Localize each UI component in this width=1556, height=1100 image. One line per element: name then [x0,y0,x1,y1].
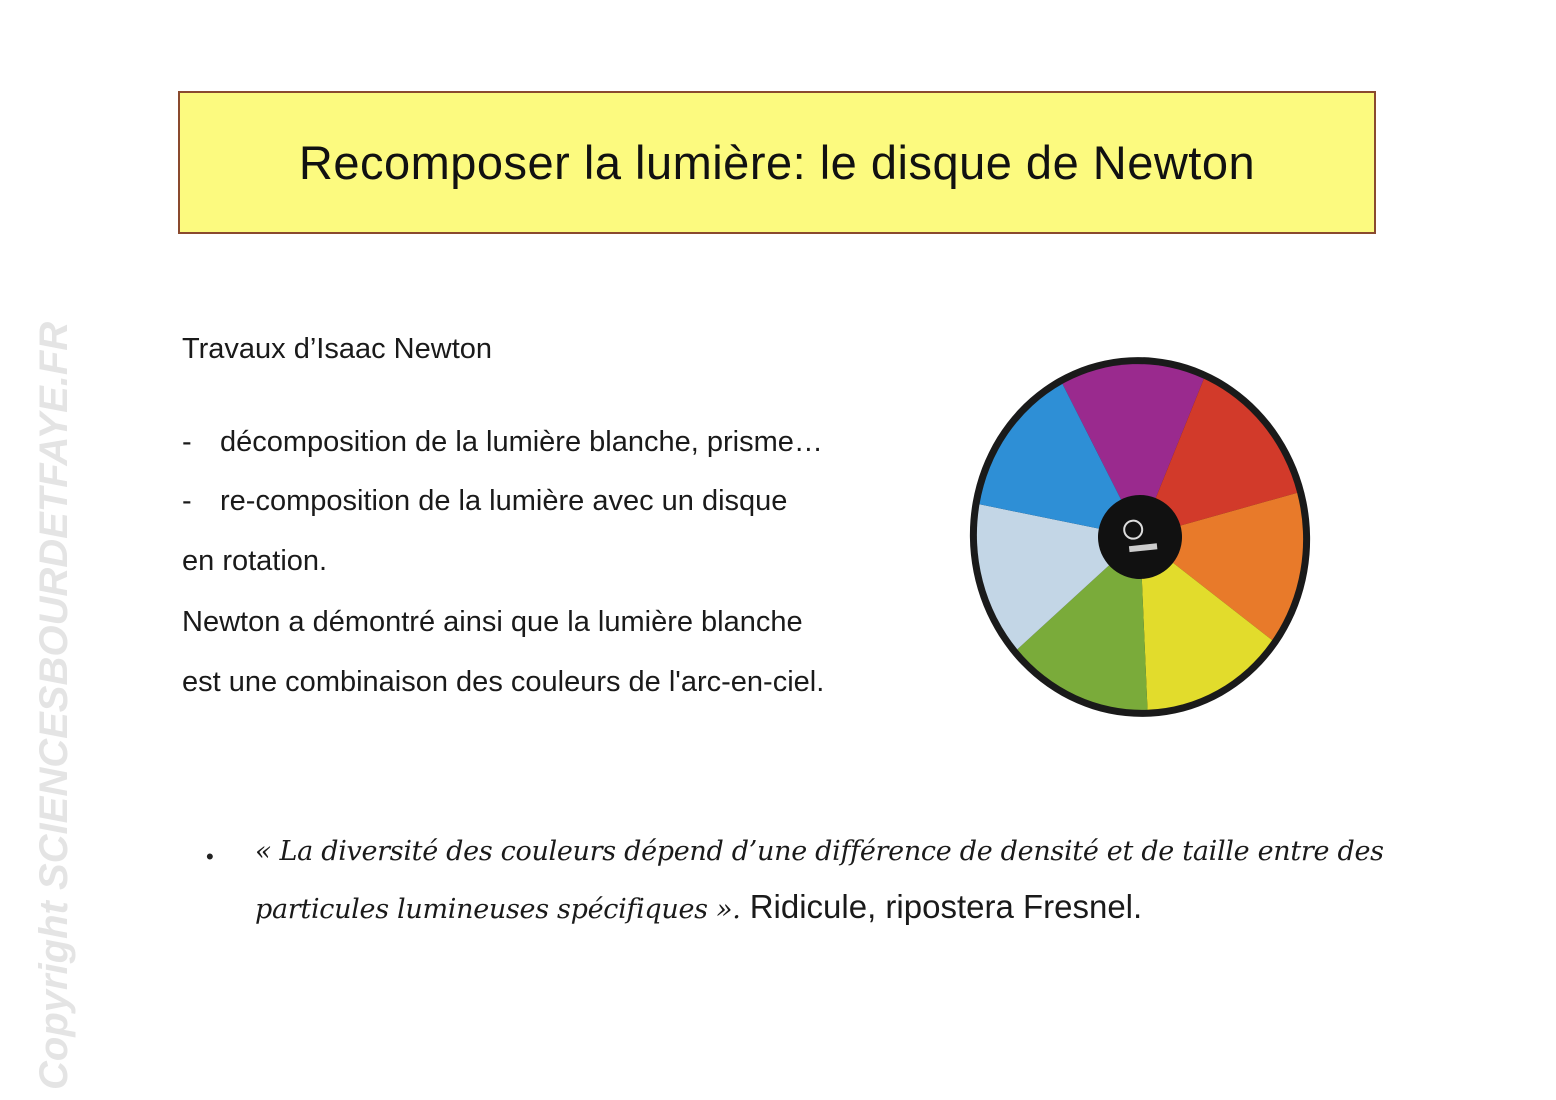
newton-disk-image [962,350,1318,724]
title-banner [178,91,1376,234]
body-line: en rotation. [182,545,328,577]
quote-line [255,888,1142,926]
newton-disk [962,350,1318,724]
body-line: est une combinaison des couleurs de l'arc-en-ciel. [182,666,825,698]
quote-text: particules lumineuses spécifiques ». [255,894,741,925]
quote-line: « La diversité des couleurs dépend d’une différence de densité et de taille entre des [255,836,1384,867]
list-item-text: re-composition de la lumière avec un disque [220,485,788,517]
slide-title: Recomposer la lumière: le disque de Newton [298,136,1256,189]
fresnel-remark: Ridicule, ripostera Fresnel. [740,888,1143,925]
list-dash: - [182,485,192,517]
bullet-icon: • [206,844,214,869]
list-item-text: décomposition de la lumière blanche, prisme… [220,426,823,458]
list-item-decomposition [182,428,823,457]
list-dash: - [182,426,192,458]
works-heading: Travaux d’Isaac Newton [182,333,493,365]
body-line: Newton a démontré ainsi que la lumière blanche [182,606,803,638]
copyright-watermark: Copyright SCIENCESBOURDETFAYE.FR [32,321,76,1090]
list-item-recomposition [182,487,787,516]
